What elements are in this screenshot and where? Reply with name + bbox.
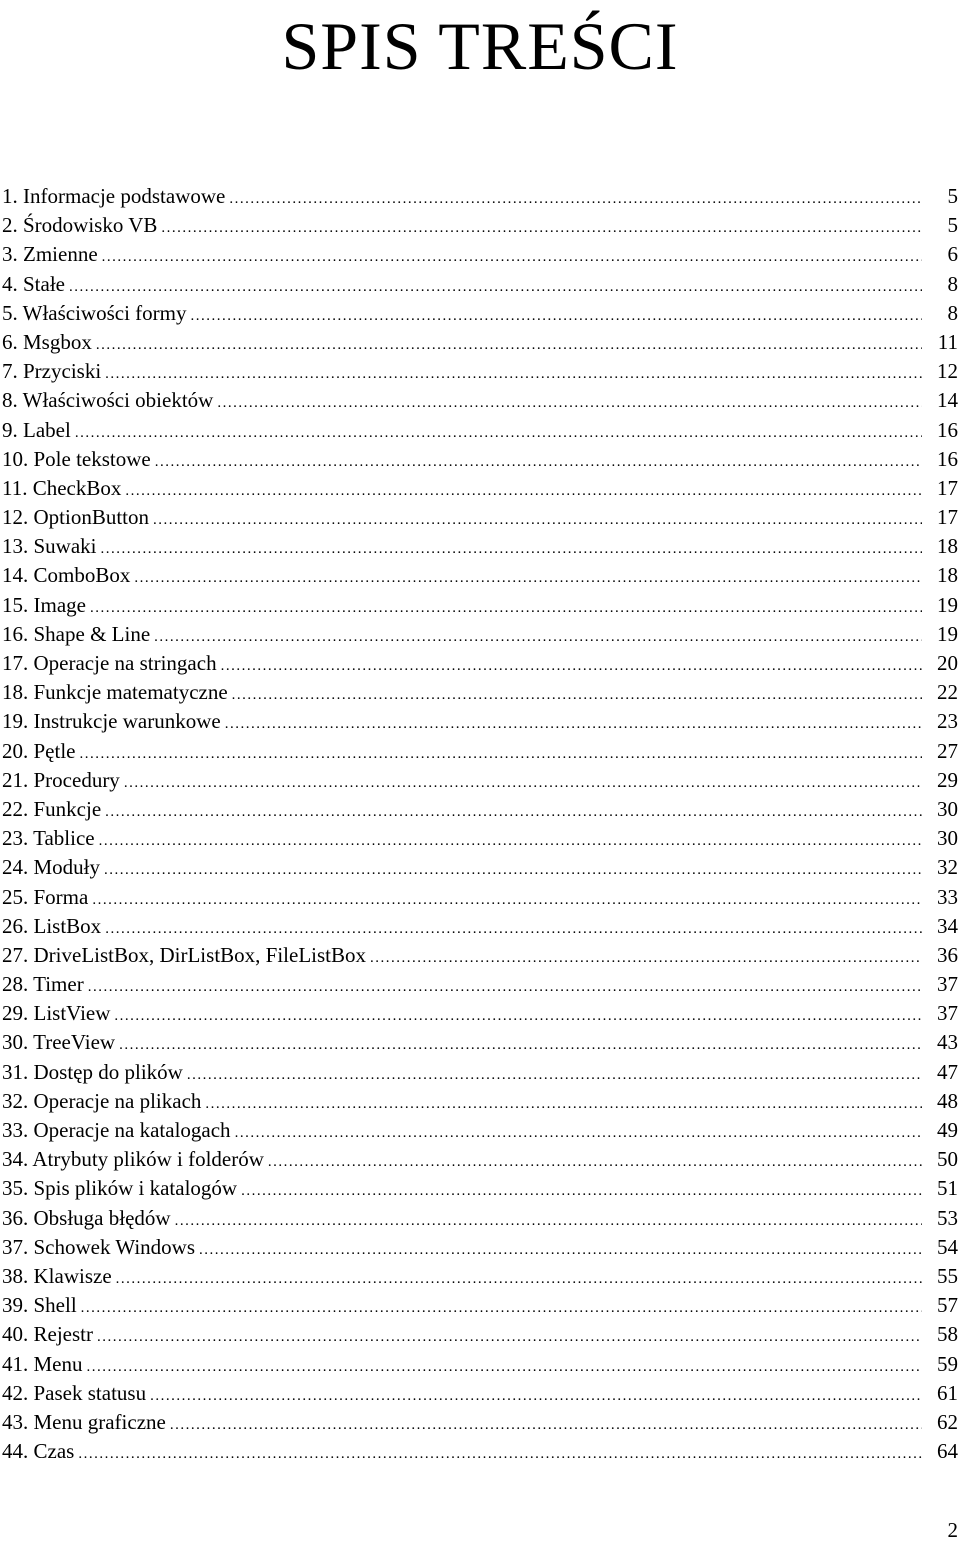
toc-entry[interactable]: [0, 999, 960, 1028]
table-of-contents: [0, 182, 960, 1466]
toc-entry[interactable]: [0, 1350, 960, 1379]
toc-entry-label: 7. Przyciski: [0, 357, 103, 386]
toc-entry[interactable]: [0, 1174, 960, 1203]
toc-entry-label: 23. Tablice: [0, 824, 97, 853]
toc-dot-leader: [123, 477, 922, 506]
toc-entry[interactable]: [0, 912, 960, 941]
toc-entry-page: 37: [937, 972, 958, 997]
toc-entry-label: 12. OptionButton: [0, 503, 151, 532]
toc-dot-leader: [103, 360, 922, 389]
toc-entry-page: 8: [947, 271, 958, 296]
toc-entry-page: 64: [937, 1439, 958, 1464]
toc-entry-label: 22. Funkcje: [0, 795, 103, 824]
toc-entry-page: 47: [937, 1059, 958, 1084]
toc-entry-label: 35. Spis plików i katalogów: [0, 1174, 239, 1203]
toc-entry-label: 32. Operacje na plikach: [0, 1087, 203, 1116]
toc-entry[interactable]: [0, 970, 960, 999]
toc-dot-leader: [223, 710, 922, 739]
toc-entry[interactable]: [0, 357, 960, 386]
toc-dot-leader: [99, 535, 923, 564]
toc-entry-label: 25. Forma: [0, 883, 90, 912]
toc-dot-leader: [148, 1382, 922, 1411]
toc-dot-leader: [102, 856, 922, 885]
toc-dot-leader: [151, 506, 922, 535]
toc-entry[interactable]: [0, 416, 960, 445]
toc-entry-label: 26. ListBox: [0, 912, 103, 941]
toc-entry-label: 38. Klawisze: [0, 1262, 114, 1291]
toc-entry-label: 19. Instrukcje warunkowe: [0, 707, 223, 736]
toc-entry-page: 37: [937, 1001, 958, 1026]
toc-entry-label: 4. Stałe: [0, 270, 67, 299]
toc-entry-page: 8: [947, 300, 958, 325]
toc-entry[interactable]: [0, 707, 960, 736]
toc-entry-page: 59: [937, 1351, 958, 1376]
toc-entry-label: 15. Image: [0, 591, 88, 620]
toc-entry-label: 17. Operacje na stringach: [0, 649, 219, 678]
toc-entry[interactable]: [0, 1116, 960, 1145]
toc-entry-label: 33. Operacje na katalogach: [0, 1116, 233, 1145]
toc-entry-page: 23: [937, 709, 958, 734]
toc-entry[interactable]: [0, 474, 960, 503]
toc-entry[interactable]: [0, 766, 960, 795]
toc-dot-leader: [215, 389, 922, 418]
toc-dot-leader: [266, 1148, 922, 1177]
toc-entry-page: 18: [937, 534, 958, 559]
toc-entry-page: 55: [937, 1263, 958, 1288]
toc-entry[interactable]: [0, 1058, 960, 1087]
toc-entry-page: 5: [947, 213, 958, 238]
toc-entry-label: 29. ListView: [0, 999, 112, 1028]
toc-entry-page: 43: [937, 1030, 958, 1055]
toc-entry-page: 61: [937, 1380, 958, 1405]
toc-dot-leader: [100, 243, 922, 272]
toc-entry-page: 17: [937, 475, 958, 500]
toc-entry[interactable]: [0, 1204, 960, 1233]
toc-entry-page: 6: [947, 242, 958, 267]
toc-entry-page: 30: [937, 796, 958, 821]
toc-entry-label: 8. Właściwości obiektów: [0, 386, 215, 415]
toc-dot-leader: [73, 419, 922, 448]
toc-entry[interactable]: [0, 737, 960, 766]
toc-entry-label: 30. TreeView: [0, 1028, 117, 1057]
toc-dot-leader: [152, 623, 922, 652]
toc-entry[interactable]: [0, 591, 960, 620]
toc-dot-leader: [94, 331, 922, 360]
toc-dot-leader: [173, 1207, 922, 1236]
toc-entry-page: 27: [937, 738, 958, 763]
toc-dot-leader: [230, 681, 922, 710]
toc-dot-leader: [78, 740, 923, 769]
toc-dot-leader: [197, 1236, 922, 1265]
toc-entry-label: 11. CheckBox: [0, 474, 123, 503]
toc-entry-page: 19: [937, 592, 958, 617]
toc-entry-label: 16. Shape & Line: [0, 620, 152, 649]
toc-entry[interactable]: [0, 270, 960, 299]
page-number: 2: [947, 1518, 958, 1542]
toc-entry-label: 40. Rejestr: [0, 1320, 95, 1349]
toc-dot-leader: [103, 798, 922, 827]
toc-entry[interactable]: [0, 853, 960, 882]
toc-dot-leader: [88, 594, 922, 623]
toc-entry[interactable]: [0, 678, 960, 707]
toc-entry[interactable]: [0, 1320, 960, 1349]
toc-entry-label: 27. DriveListBox, DirListBox, FileListBox: [0, 941, 368, 970]
toc-entry[interactable]: [0, 1262, 960, 1291]
toc-entry-page: 36: [937, 942, 958, 967]
toc-entry-page: 58: [937, 1322, 958, 1347]
toc-dot-leader: [227, 185, 922, 214]
toc-entry-label: 5. Właściwości formy: [0, 299, 189, 328]
toc-entry[interactable]: [0, 299, 960, 328]
toc-entry[interactable]: [0, 795, 960, 824]
toc-dot-leader: [67, 273, 922, 302]
toc-entry-page: 5: [947, 184, 958, 208]
toc-dot-leader: [368, 944, 922, 973]
toc-entry-page: 17: [937, 505, 958, 530]
toc-dot-leader: [233, 1119, 922, 1148]
toc-dot-leader: [112, 1002, 922, 1031]
toc-dot-leader: [114, 1265, 922, 1294]
toc-entry-page: 34: [937, 913, 958, 938]
toc-entry-label: 20. Pętle: [0, 737, 78, 766]
toc-entry-label: 42. Pasek statusu: [0, 1379, 148, 1408]
toc-entry[interactable]: [0, 240, 960, 269]
toc-dot-leader: [239, 1177, 922, 1206]
toc-entry-label: 44. Czas: [0, 1437, 76, 1466]
toc-dot-leader: [122, 769, 922, 798]
toc-dot-leader: [97, 827, 922, 856]
toc-dot-leader: [90, 886, 922, 915]
toc-entry[interactable]: [0, 824, 960, 853]
toc-entry-label: 13. Suwaki: [0, 532, 99, 561]
toc-entry-label: 9. Label: [0, 416, 73, 445]
toc-entry[interactable]: [0, 1291, 960, 1320]
toc-entry-page: 50: [937, 1147, 958, 1172]
toc-entry[interactable]: [0, 532, 960, 561]
toc-entry[interactable]: [0, 941, 960, 970]
toc-entry[interactable]: [0, 561, 960, 590]
toc-entry-page: 29: [937, 767, 958, 792]
toc-entry[interactable]: [0, 1087, 960, 1116]
toc-entry-page: 30: [937, 826, 958, 851]
toc-entry-label: 34. Atrybuty plików i folderów: [0, 1145, 266, 1174]
toc-dot-leader: [219, 652, 922, 681]
toc-dot-leader: [76, 1440, 922, 1469]
toc-dot-leader: [103, 915, 922, 944]
toc-entry[interactable]: [0, 883, 960, 912]
toc-dot-leader: [189, 302, 923, 331]
toc-entry-page: 20: [937, 651, 958, 675]
toc-entry[interactable]: [0, 182, 960, 211]
toc-entry[interactable]: [0, 620, 960, 649]
toc-entry-label: 3. Zmienne: [0, 240, 100, 269]
toc-entry-page: 16: [937, 446, 958, 471]
toc-dot-leader: [86, 973, 922, 1002]
toc-dot-leader: [132, 564, 922, 593]
toc-dot-leader: [85, 1353, 923, 1382]
toc-entry-label: 41. Menu: [0, 1350, 85, 1379]
toc-entry-page: 18: [937, 563, 958, 588]
toc-entry-page: 32: [937, 855, 958, 880]
toc-entry[interactable]: [0, 1233, 960, 1262]
toc-entry-page: 12: [937, 359, 958, 384]
toc-entry-page: 14: [937, 388, 958, 413]
toc-dot-leader: [203, 1090, 922, 1119]
toc-entry-page: 53: [937, 1205, 958, 1230]
toc-entry-page: 49: [937, 1118, 958, 1142]
toc-dot-leader: [153, 448, 922, 477]
toc-entry[interactable]: [0, 649, 960, 678]
toc-dot-leader: [168, 1411, 922, 1440]
toc-entry-label: 18. Funkcje matematyczne: [0, 678, 230, 707]
toc-entry[interactable]: [0, 1408, 960, 1437]
toc-entry[interactable]: [0, 1145, 960, 1174]
toc-dot-leader: [159, 214, 922, 243]
toc-entry-label: 37. Schowek Windows: [0, 1233, 197, 1262]
toc-entry-label: 1. Informacje podstawowe: [0, 182, 227, 211]
toc-entry-label: 6. Msgbox: [0, 328, 94, 357]
toc-entry-label: 24. Moduły: [0, 853, 102, 882]
toc-entry[interactable]: [0, 328, 960, 357]
toc-dot-leader: [185, 1061, 922, 1090]
toc-entry-page: 16: [937, 417, 958, 442]
toc-entry-page: 54: [937, 1234, 958, 1259]
toc-entry[interactable]: [0, 1437, 960, 1466]
toc-entry-label: 2. Środowisko VB: [0, 211, 159, 240]
toc-entry-label: 21. Procedury: [0, 766, 122, 795]
toc-dot-leader: [117, 1031, 922, 1060]
toc-entry-page: 11: [937, 329, 958, 354]
toc-entry[interactable]: [0, 503, 960, 532]
toc-entry[interactable]: [0, 1028, 960, 1057]
toc-entry-page: 57: [937, 1293, 958, 1318]
toc-entry-page: 19: [937, 621, 958, 646]
toc-entry-label: 31. Dostęp do plików: [0, 1058, 185, 1087]
toc-entry-page: 33: [937, 884, 958, 909]
toc-entry[interactable]: [0, 386, 960, 415]
page-title: SPIS TREŚCI: [281, 8, 679, 84]
toc-entry-label: 28. Timer: [0, 970, 86, 999]
toc-entry-label: 14. ComboBox: [0, 561, 132, 590]
toc-entry-label: 39. Shell: [0, 1291, 79, 1320]
toc-entry-label: 36. Obsługa błędów: [0, 1204, 173, 1233]
toc-entry[interactable]: [0, 1379, 960, 1408]
toc-entry-label: 43. Menu graficzne: [0, 1408, 168, 1437]
toc-entry-page: 62: [937, 1409, 958, 1434]
toc-entry-page: 22: [937, 680, 958, 705]
toc-entry[interactable]: [0, 211, 960, 240]
toc-entry-page: 51: [937, 1176, 958, 1201]
toc-entry[interactable]: [0, 445, 960, 474]
toc-dot-leader: [79, 1294, 922, 1323]
toc-entry-label: 10. Pole tekstowe: [0, 445, 153, 474]
toc-dot-leader: [95, 1323, 922, 1352]
toc-entry-page: 48: [937, 1088, 958, 1113]
